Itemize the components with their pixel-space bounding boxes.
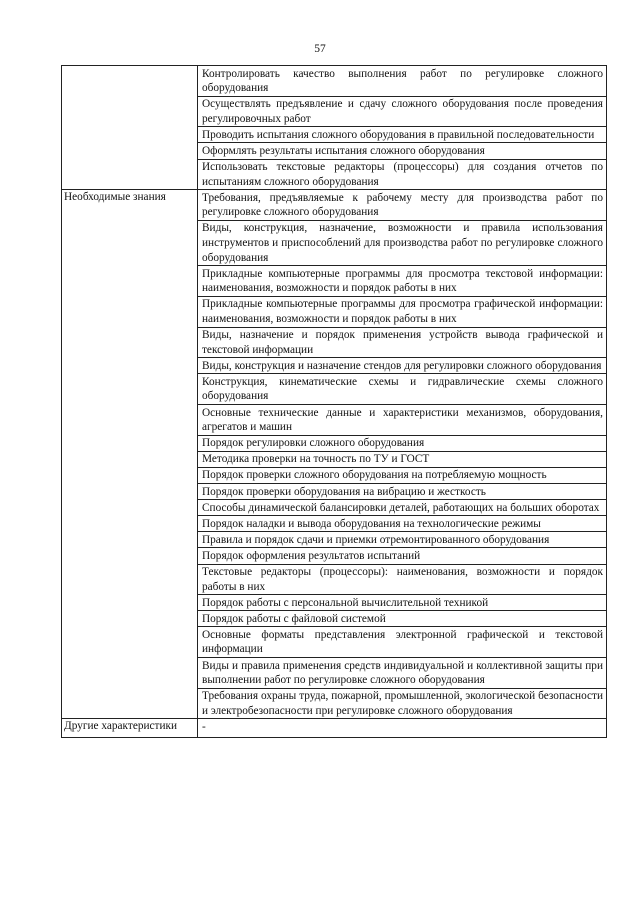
table-row: [62, 190, 607, 221]
requirement-item: Порядок регулировки сложного оборудования: [198, 435, 607, 451]
requirement-item: Оформлять результаты испытания сложного оборудования: [198, 143, 607, 159]
requirement-item: Порядок проверки сложного оборудования на потребляемую мощность: [198, 467, 607, 483]
requirement-item: Порядок оформления результатов испытаний: [198, 548, 607, 564]
requirement-item: Конструкция, кинематические схемы и гидравлические схемы сложного оборудования: [198, 374, 607, 405]
requirement-item: Контролировать качество выполнения работ по регулировке сложного оборудования: [198, 66, 607, 97]
requirement-item: Прикладные компьютерные программы для просмотра графической информации: наименования, возможности и порядок работы в них: [198, 296, 607, 327]
requirement-item: Текстовые редакторы (процессоры): наименования, возможности и порядок работы в них: [198, 564, 607, 595]
requirement-item: Способы динамической балансировки деталей, работающих на больших оборотах: [198, 500, 607, 516]
requirement-item: Основные технические данные и характеристики механизмов, оборудования, агрегатов и машин: [198, 405, 607, 436]
section-label: [62, 66, 198, 190]
requirement-item: Виды, назначение и порядок применения устройств вывода графической и текстовой информации: [198, 327, 607, 358]
requirement-item: Порядок работы с персональной вычислительной техникой: [198, 595, 607, 611]
page-number: 57: [314, 43, 326, 55]
requirement-item: Порядок работы с файловой системой: [198, 611, 607, 627]
requirement-item: Основные форматы представления электронной графической и текстовой информации: [198, 627, 607, 658]
requirement-item: Виды и правила применения средств индивидуальной и коллективной защиты при выполнении работ по регулировке сложного оборудования: [198, 658, 607, 689]
requirement-item: Требования, предъявляемые к рабочему месту для производства работ по регулировке сложного оборудования: [198, 190, 607, 221]
requirement-item: Осуществлять предъявление и сдачу сложного оборудования после проведения регулировочных работ: [198, 96, 607, 127]
requirements-table: [61, 65, 607, 738]
requirement-item: Прикладные компьютерные программы для просмотра текстовой информации: наименования, возможности и порядок работы в них: [198, 266, 607, 297]
section-label: Необходимые знания: [62, 190, 198, 719]
requirement-item: Проводить испытания сложного оборудования в правильной последовательности: [198, 127, 607, 143]
requirement-item: Виды, конструкция и назначение стендов для регулировки сложного оборудования: [198, 358, 607, 374]
table-row: [62, 719, 607, 737]
requirement-item: Виды, конструкция, назначение, возможности и правила использования инструментов и приспособлений для производства работ по регулировке сложного оборудования: [198, 220, 607, 265]
requirement-item: Порядок проверки оборудования на вибрацию и жесткость: [198, 484, 607, 500]
table-row: [62, 66, 607, 97]
requirement-item: Требования охраны труда, пожарной, промышленной, экологической безопасности и электробезопасности при регулировке сложного оборудования: [198, 688, 607, 719]
requirement-item: Порядок наладки и вывода оборудования на технологические режимы: [198, 516, 607, 532]
requirement-item: -: [198, 719, 607, 737]
section-label: Другие характеристики: [62, 719, 198, 737]
requirement-item: Методика проверки на точность по ТУ и ГОСТ: [198, 451, 607, 467]
requirement-item: Правила и порядок сдачи и приемки отремонтированного оборудования: [198, 532, 607, 548]
requirement-item: Использовать текстовые редакторы (процессоры) для создания отчетов по испытаниям сложного оборудования: [198, 159, 607, 190]
